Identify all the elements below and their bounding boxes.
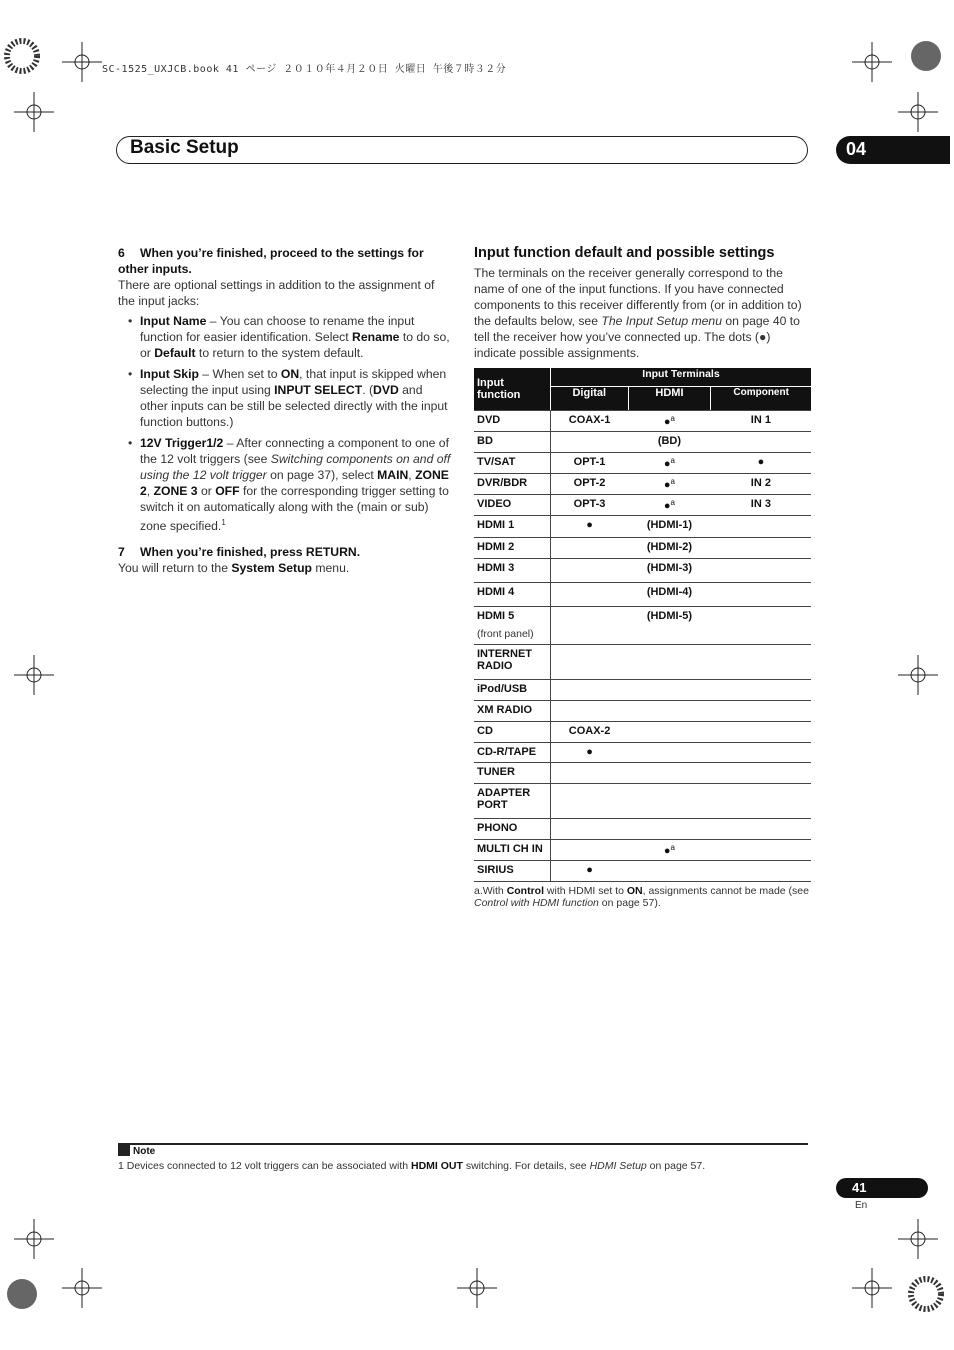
section-title: Input function default and possible settings xyxy=(474,245,775,261)
cell-component xyxy=(711,701,811,722)
crosshair-icon xyxy=(457,1268,497,1308)
print-header: SC-1525_UXJCB.book 41 ページ ２０１０年４月２０日 火曜日 午後７時３２分 xyxy=(102,64,507,75)
cell-input-function: ADAPTER PORT xyxy=(474,784,551,819)
right-column xyxy=(474,245,810,361)
note-label: Note xyxy=(118,1145,155,1157)
page-number: 41 xyxy=(852,1180,867,1195)
cell-digital xyxy=(551,701,629,722)
cell-hdmi: (BD) xyxy=(628,432,711,453)
cell-hdmi: (HDMI-4) xyxy=(628,583,711,607)
cell-input-function: DVD xyxy=(474,411,551,432)
cell-digital xyxy=(551,559,629,583)
table-header-digital: Digital xyxy=(551,387,629,411)
cell-input-function: CD-R/TAPE xyxy=(474,743,551,763)
registration-mark-icon xyxy=(2,36,42,76)
step-7-heading: 7 When you’re finished, press RETURN. xyxy=(118,545,361,560)
cell-hdmi: ●$^a$ xyxy=(628,495,711,516)
cell-digital: COAX-2 xyxy=(551,722,629,743)
crosshair-icon xyxy=(898,92,938,132)
cell-input-function: HDMI 4 xyxy=(474,583,551,607)
list-item: • 12V Trigger1/2 – After connecting a component to one of the 12 volt triggers (see Switching components on and off using the 12 volt trigger on page 37), select MAIN, ZONE 2, ZONE 3 or OFF for the corresponding trigger setting to switch it on automatically along with the (main or sub) zone specified.$^1$ xyxy=(128,436,451,534)
table-row xyxy=(474,607,811,645)
cell-digital xyxy=(551,680,629,701)
crosshair-icon xyxy=(14,1219,54,1259)
table-row xyxy=(474,453,811,474)
crosshair-icon xyxy=(62,1268,102,1308)
table-row xyxy=(474,516,811,538)
cell-component xyxy=(711,607,811,645)
table-row xyxy=(474,861,811,882)
cell-digital: ● xyxy=(551,861,629,882)
table-row xyxy=(474,680,811,701)
page-title: Basic Setup xyxy=(130,137,239,158)
cell-component: IN 3 xyxy=(711,495,811,516)
table-row xyxy=(474,763,811,784)
table-header-hdmi: HDMI xyxy=(628,387,711,411)
cell-input-function: PHONO xyxy=(474,819,551,840)
cell-input-function: TUNER xyxy=(474,763,551,784)
cell-input-function: BD xyxy=(474,432,551,453)
cell-digital xyxy=(551,432,629,453)
step-6-body: There are optional settings in addition to the assignment of the input jacks: xyxy=(118,278,435,308)
cell-digital xyxy=(551,645,629,680)
cell-hdmi: ●$^a$ xyxy=(628,411,711,432)
table-row xyxy=(474,645,811,680)
cell-component xyxy=(711,763,811,784)
crosshair-icon xyxy=(852,42,892,82)
cell-hdmi xyxy=(628,680,711,701)
cell-digital: ● xyxy=(551,516,629,538)
page-number-badge xyxy=(836,1178,928,1198)
cell-input-function: XM RADIO xyxy=(474,701,551,722)
cell-digital xyxy=(551,840,629,861)
cell-digital: OPT-2 xyxy=(551,474,629,495)
table-row xyxy=(474,840,811,861)
cell-component xyxy=(711,819,811,840)
note-text: 1 Devices connected to 12 volt triggers can be associated with HDMI OUT switching. For details, see HDMI Setup on page 57. xyxy=(118,1160,706,1172)
table-row xyxy=(474,538,811,559)
table-row xyxy=(474,819,811,840)
cell-component: ● xyxy=(711,453,811,474)
note-divider xyxy=(118,1143,808,1145)
registration-mark-icon xyxy=(906,1274,946,1314)
left-column xyxy=(118,245,451,576)
crosshair-icon xyxy=(62,42,102,82)
cell-component xyxy=(711,538,811,559)
table-row xyxy=(474,495,811,516)
cell-digital xyxy=(551,763,629,784)
note-icon xyxy=(118,1145,130,1156)
table-footnote: a.With Control with HDMI set to ON, assignments cannot be made (see Control with HDMI function on page 57). xyxy=(474,885,809,909)
cell-component: IN 1 xyxy=(711,411,811,432)
cell-digital: OPT-3 xyxy=(551,495,629,516)
crosshair-icon xyxy=(898,1219,938,1259)
table-row xyxy=(474,701,811,722)
cell-hdmi: ●$^a$ xyxy=(628,840,711,861)
cell-input-function: HDMI 3 xyxy=(474,559,551,583)
cell-digital xyxy=(551,819,629,840)
table-header-component: Component xyxy=(711,387,811,411)
cell-digital xyxy=(551,538,629,559)
step-7-body: You will return to the System Setup menu. xyxy=(118,561,350,576)
cell-hdmi xyxy=(628,722,711,743)
cell-hdmi: ●$^a$ xyxy=(628,453,711,474)
cell-input-function: iPod/USB xyxy=(474,680,551,701)
cell-component xyxy=(711,516,811,538)
cell-digital xyxy=(551,583,629,607)
options-list xyxy=(118,313,451,534)
cell-hdmi xyxy=(628,743,711,763)
registration-mark-icon xyxy=(2,1274,42,1314)
cell-component xyxy=(711,583,811,607)
cell-digital xyxy=(551,784,629,819)
table-row xyxy=(474,432,811,453)
table-header-input-function: Input function xyxy=(474,368,551,411)
cell-input-function: HDMI 2 xyxy=(474,538,551,559)
cell-component xyxy=(711,743,811,763)
chapter-number: 04 xyxy=(846,139,867,159)
registration-mark-icon xyxy=(906,36,946,76)
language-label: En xyxy=(855,1200,868,1211)
cell-digital: COAX-1 xyxy=(551,411,629,432)
crosshair-icon xyxy=(898,655,938,695)
cell-hdmi xyxy=(628,819,711,840)
cell-digital: ● xyxy=(551,743,629,763)
cell-input-function: INTERNET RADIO xyxy=(474,645,551,680)
cell-component xyxy=(711,680,811,701)
cell-component xyxy=(711,432,811,453)
table-row xyxy=(474,784,811,819)
cell-input-function: DVR/BDR xyxy=(474,474,551,495)
cell-input-function: HDMI 1 xyxy=(474,516,551,538)
section-intro: The terminals on the receiver generally correspond to the name of one of the input functions. If you have connected components to this receiver differently from (or in addition to) the defaults below, see The Input Setup menu on page 40 to tell the receiver how you’ve connected up. The dots (●) indicate possible assignments. xyxy=(474,266,802,360)
list-item: • Input Skip – When set to ON, that input is skipped when selecting the input using INPUT SELECT. (DVD and other inputs can be still be selected directly with the input function buttons.) xyxy=(128,367,448,429)
table-row xyxy=(474,583,811,607)
table-row xyxy=(474,474,811,495)
crosshair-icon xyxy=(14,655,54,695)
cell-hdmi xyxy=(628,763,711,784)
cell-input-function: MULTI CH IN xyxy=(474,840,551,861)
cell-component xyxy=(711,645,811,680)
cell-hdmi: (HDMI-2) xyxy=(628,538,711,559)
cell-input-function: CD xyxy=(474,722,551,743)
cell-hdmi: (HDMI-3) xyxy=(628,559,711,583)
cell-digital xyxy=(551,607,629,645)
cell-hdmi: (HDMI-5) xyxy=(628,607,711,645)
table-row xyxy=(474,411,811,432)
cell-component xyxy=(711,784,811,819)
footnote-ref: 1 xyxy=(221,518,226,527)
cell-hdmi: ●$^a$ xyxy=(628,474,711,495)
cell-input-function: SIRIUS xyxy=(474,861,551,882)
cell-component xyxy=(711,840,811,861)
table-row xyxy=(474,722,811,743)
cell-hdmi xyxy=(628,645,711,680)
cell-component: IN 2 xyxy=(711,474,811,495)
table-header-input-terminals: Input Terminals xyxy=(551,368,812,387)
step-6-heading: 6 When you’re finished, proceed to the settings for other inputs. xyxy=(118,246,424,276)
crosshair-icon xyxy=(852,1268,892,1308)
cell-component xyxy=(711,722,811,743)
cell-digital: OPT-1 xyxy=(551,453,629,474)
cell-hdmi xyxy=(628,701,711,722)
cell-component xyxy=(711,559,811,583)
cell-hdmi xyxy=(628,861,711,882)
cell-hdmi: (HDMI-1) xyxy=(628,516,711,538)
table-row xyxy=(474,743,811,763)
crosshair-icon xyxy=(14,92,54,132)
table-row xyxy=(474,559,811,583)
input-terminals-table xyxy=(474,368,811,882)
cell-component xyxy=(711,861,811,882)
cell-input-function: HDMI 5 (front panel) xyxy=(474,607,551,645)
cell-hdmi xyxy=(628,784,711,819)
cell-input-function: TV/SAT xyxy=(474,453,551,474)
list-item: • Input Name – You can choose to rename the input function for easier identification. Select Rename to do so, or Default to return to the system default. xyxy=(128,314,450,360)
cell-input-function: VIDEO xyxy=(474,495,551,516)
